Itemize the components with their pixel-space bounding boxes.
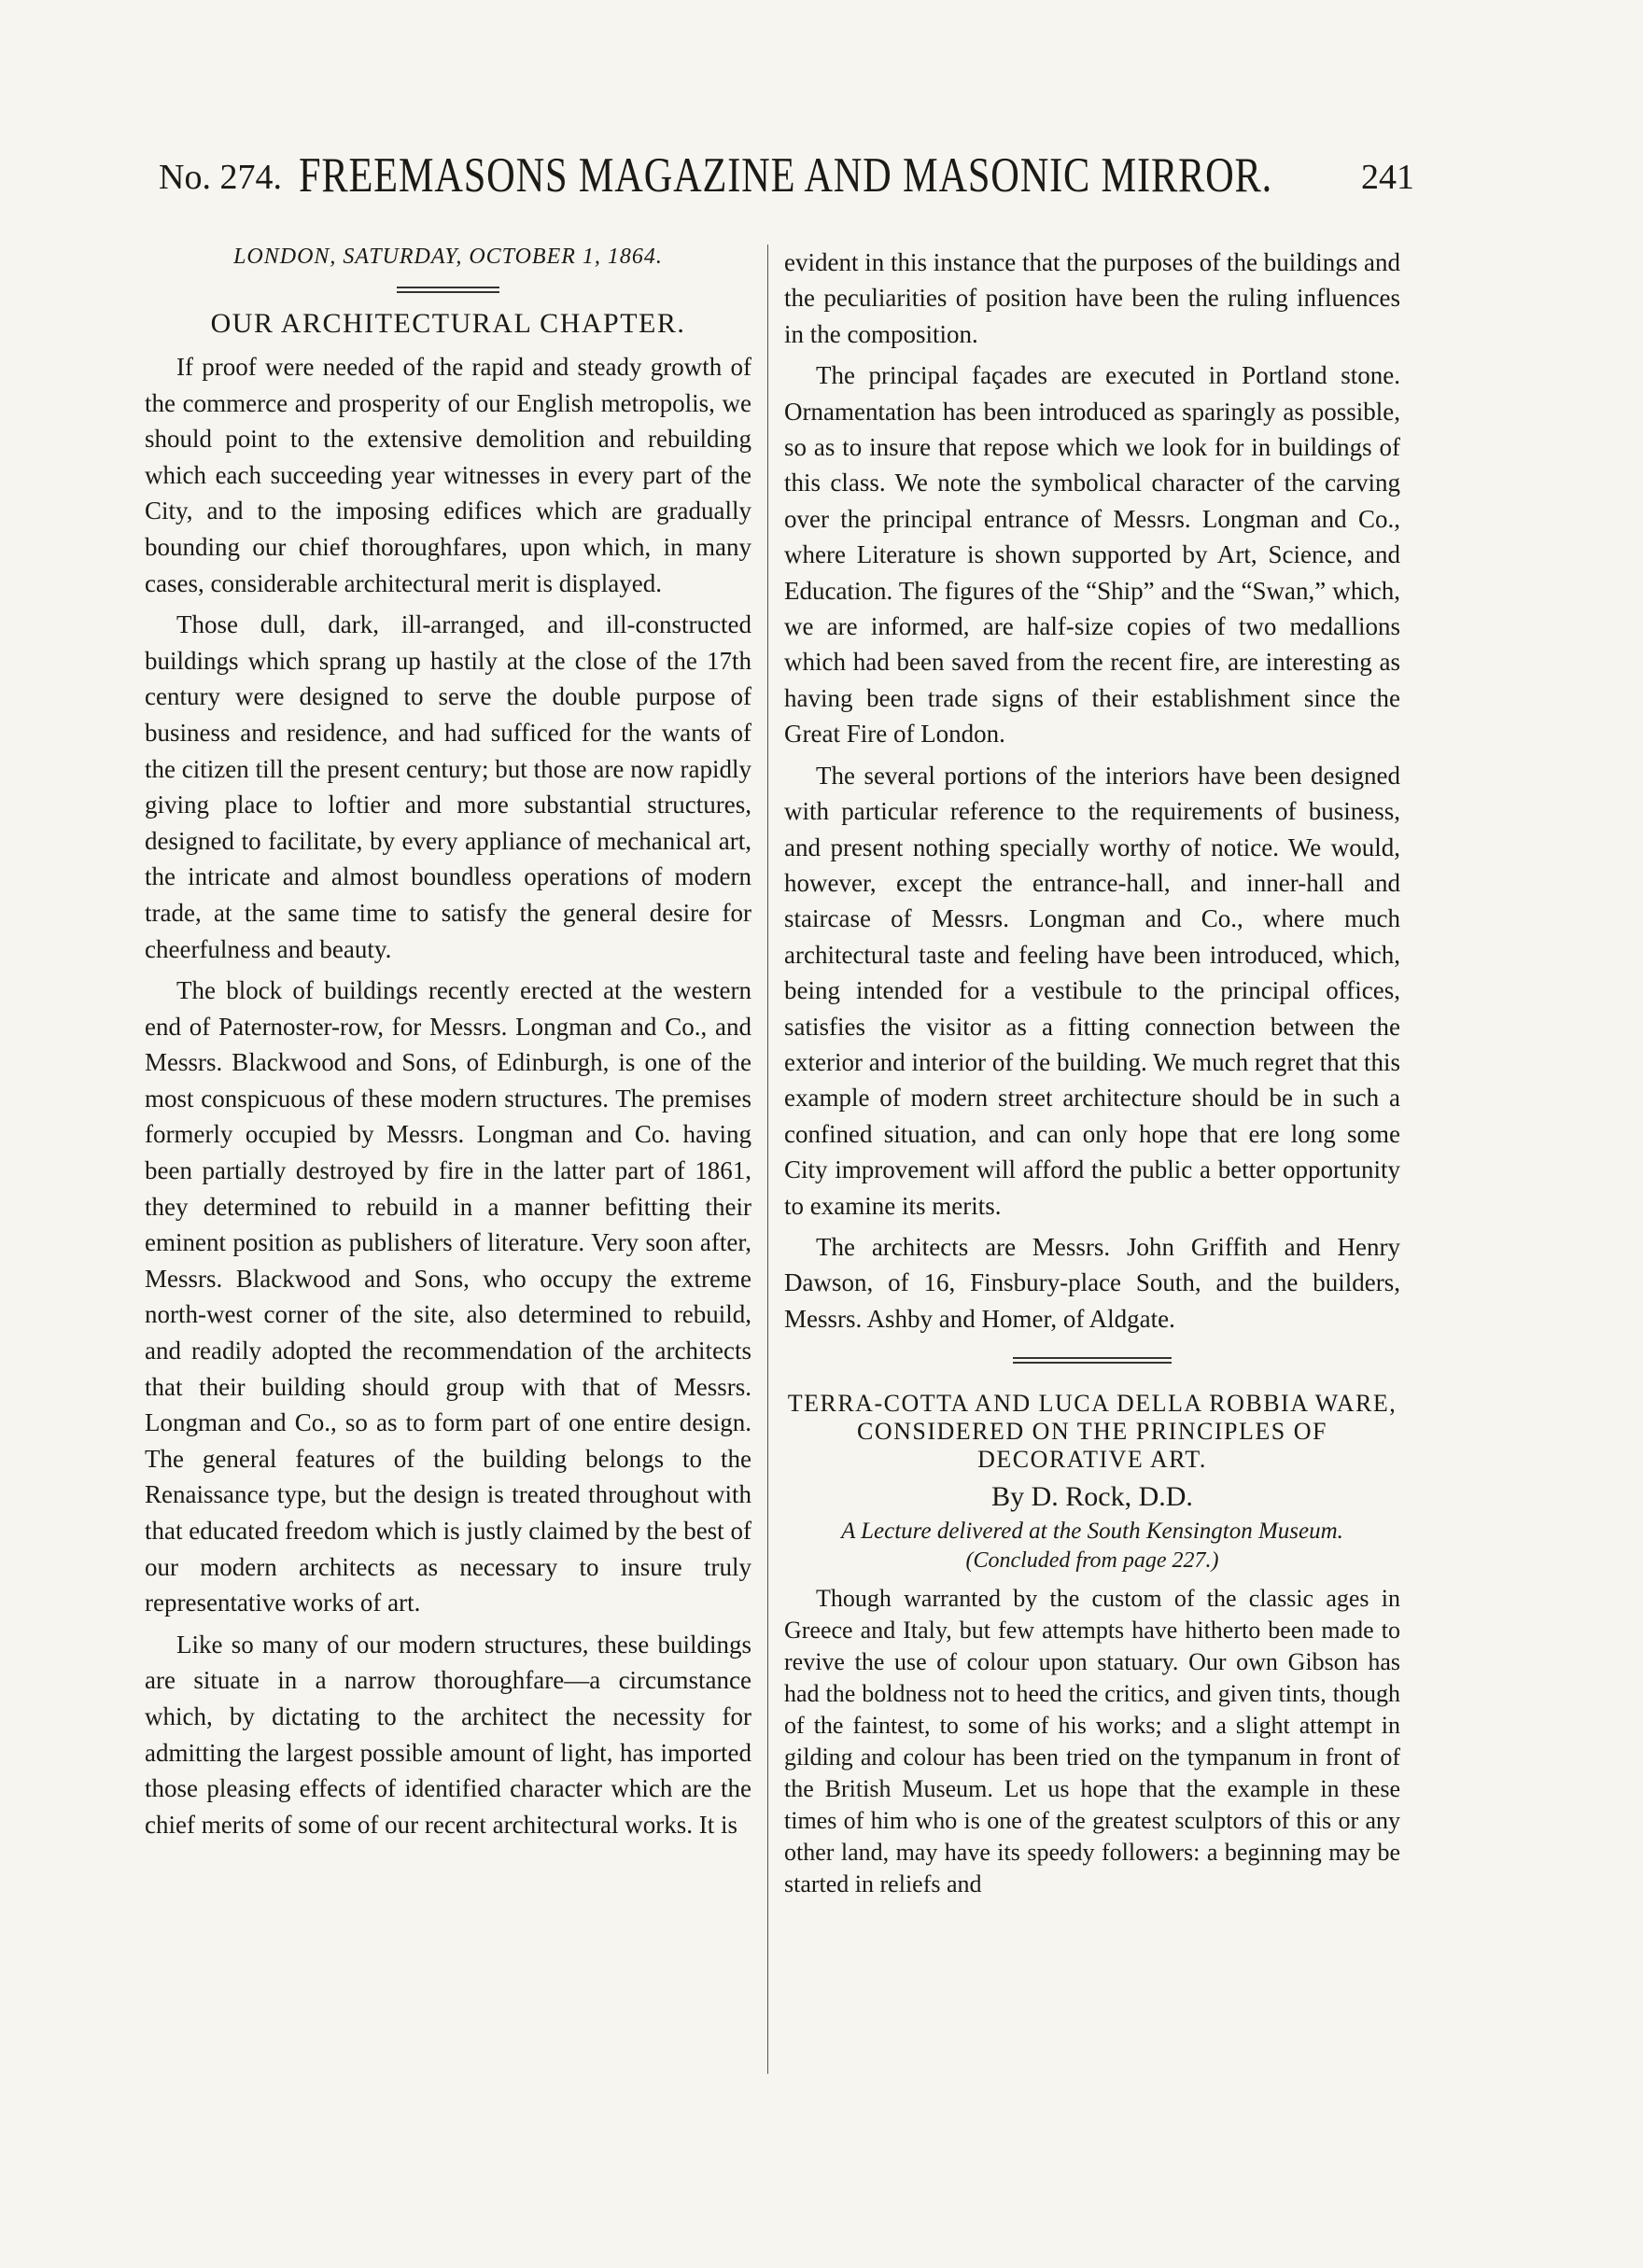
page-number: 241 [1361, 158, 1414, 197]
byline: By D. Rock, D.D. [991, 1481, 1193, 1513]
magazine-title: FREEMASONS MAGAZINE AND MASONIC MIRROR. [299, 148, 1273, 203]
paragraph: Like so many of our modern structures, these buildings are situate in a narrow thoroughfare—a circumstance which, by dictating to the architect the necessity for admitting the largest possible amount of light, has imported those pleasing effects of identified character which are the chief merits of some of our recent architectural works. It is [145, 1630, 751, 1839]
article-divider [1013, 1357, 1172, 1364]
masthead [159, 140, 1414, 215]
section-title: OUR ARCHITECTURAL CHAPTER. [210, 308, 686, 339]
dateline: LONDON, SATURDAY, OCTOBER 1, 1864. [233, 245, 663, 269]
issue-number: No. 274. [159, 158, 282, 197]
left-column [145, 245, 751, 1848]
article-subtitle: A Lecture delivered at the South Kensington Museum. [841, 1519, 1343, 1545]
column-divider [767, 245, 768, 2074]
paragraph: The block of buildings recently erected at the western end of Paternoster-row, for Messrs. Longman and Co., and Messrs. Blackwood and Sons, of Edinburgh, is one of the most conspicuous of these modern structures. The premises formerly occupied by Messrs. Longman and Co. having been partially destroyed by fire in the latter part of 1861, they determined to rebuild in a manner befitting their eminent position as publishers of literature. Very soon after, Messrs. Blackwood and Sons, who occupy the extreme north-west corner of the site, also determined to rebuild, and readily adopted the recommendation of the architects that their building should group with that of Messrs. Longman and Co., so as to form part of one entire design. The general features of the building belongs to the Renaissance type, but the design is treated throughout with that educated freedom which is justly claimed by the best of our modern architects as necessary to insure truly representative works of art. [145, 976, 751, 1617]
paragraph-continuation: evident in this instance that the purposes of the buildings and the peculiarities of position have been the ruling influences in the composition. [784, 248, 1400, 348]
section-divider [397, 287, 499, 293]
paragraph: Those dull, dark, ill-arranged, and ill-constructed buildings which sprang up hastily at the close of the 17th century were designed to serve the double purpose of business and residence, and had sufficed for the wants of the citizen till the present century; but those are now rapidly giving place to loftier and more substantial structures, designed to facilitate, by every appliance of mechanical art, the intricate and almost boundless operations of modern trade, at the same time to satisfy the general desire for cheerfulness and beauty. [145, 610, 751, 963]
paragraph: Though warranted by the custom of the classic ages in Greece and Italy, but few attempts have hitherto been made to revive the use of colour upon statuary. Our own Gibson has had the boldness not to heed the critics, and given tints, though of the faintest, to some of his works; and a slight attempt in gilding and colour has been tried on the tympanum in front of the British Museum. Let us hope that the example in these times of him who is one of the greatest sculptors of this or any other land, may have its speedy followers: a beginning may be started in reliefs and [784, 1585, 1400, 1898]
paragraph: The principal façades are executed in Portland stone. Ornamentation has been introduced as sparingly as possible, so as to insure that repose which we look for in buildings of this class. We note the symbolical character of the carving over the principal entrance of Messrs. Longman and Co., where Literature is shown supported by Art, Science, and Education. The figures of the “Ship” and the “Swan,” which, we are informed, are half-size copies of two medallions which had been saved from the recent fire, are interesting as having been trade signs of their establishment since the Great Fire of London. [784, 361, 1400, 749]
article [784, 1390, 1400, 1900]
paragraph: The several portions of the interiors have been designed with particular reference to the requirements of business, and present nothing specially worthy of notice. We would, however, except the entrance-hall, and inner-hall and staircase of Messrs. Longman and Co., where much architectural taste and feeling have been introduced, which, being intended for a vestibule to the principal offices, satisfies the visitor as a fitting connection between the exterior and interior of the building. We much regret that this example of modern street architecture should be in such a confined situation, and can only hope that ere long some City improvement will afford the public a better opportunity to examine its merits. [784, 761, 1400, 1220]
article-title: TERRA-COTTA AND LUCA DELLA ROBBIA WARE, CONSIDERED ON THE PRINCIPLES OF DECORATIVE ART. [787, 1390, 1397, 1474]
paragraph: The architects are Messrs. John Griffith and Henry Dawson, of 16, Finsbury-place South, and the builders, Messrs. Ashby and Homer, of Aldgate. [784, 1232, 1400, 1333]
continuation-note: (Concluded from page 227.) [965, 1548, 1219, 1574]
right-column [784, 245, 1400, 1906]
paragraph: If proof were needed of the rapid and steady growth of the commerce and prosperity of our English metropolis, we should point to the extensive demolition and rebuilding which each succeeding year witnesses in every part of the City, and to the imposing edifices which are gradually bounding our chief thoroughfares, upon which, in many cases, considerable architectural merit is displayed. [145, 353, 751, 597]
